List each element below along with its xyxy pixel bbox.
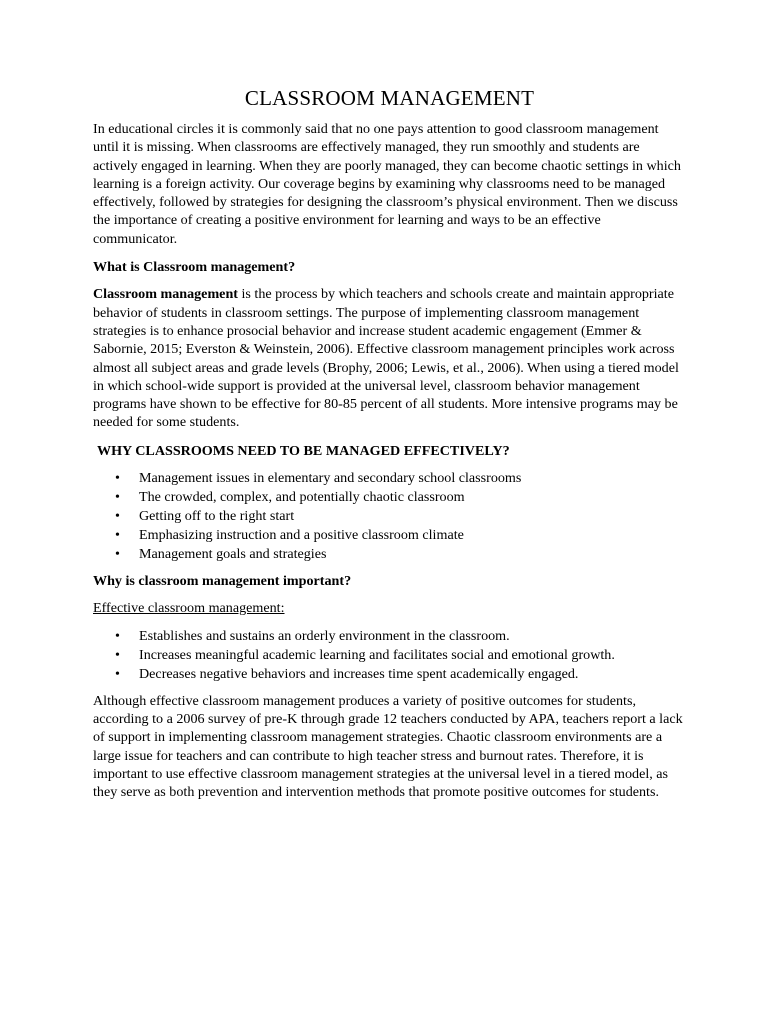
list-item: • Emphasizing instruction and a positive classroom climate bbox=[115, 527, 464, 544]
effective-management-subheading: Effective classroom management: bbox=[93, 600, 285, 617]
bullet-icon: • bbox=[115, 665, 120, 682]
definition-body: is the process by which teachers and schools create and maintain appropriate behavior of students in classroom settings. The purpose of implementing classroom management strategies is to enhance prosocial behavior and increase student academic engagement (Emmer & Sabornie, 2015; Everston & Weinstein, 2006). Effective classroom management principles work across almost all subject areas and grade levels (Brophy, 2006; Lewis, et al., 2006). When using a tiered model in which school-wide support is provided at the universal level, classroom behavior management programs have shown to be effective for 80-85 percent of all students. More intensive programs may be needed for some students. bbox=[93, 286, 679, 431]
definition-term: Classroom management bbox=[93, 286, 238, 303]
bullet-icon: • bbox=[115, 627, 120, 644]
section-heading-why-important: Why is classroom management important? bbox=[93, 573, 352, 590]
list-item: • Management goals and strategies bbox=[115, 546, 327, 563]
bullet-icon: • bbox=[115, 508, 120, 525]
bullet-icon: • bbox=[115, 527, 120, 544]
effective-management-list bbox=[93, 627, 686, 684]
list-item: • Management issues in elementary and secondary school classrooms bbox=[115, 470, 522, 487]
list-item: • The crowded, complex, and potentially chaotic classroom bbox=[115, 489, 465, 506]
bullet-icon: • bbox=[115, 489, 120, 506]
list-item: • Getting off to the right start bbox=[115, 508, 295, 525]
document-title: CLASSROOM MANAGEMENT bbox=[244, 86, 535, 110]
bullet-icon: • bbox=[115, 546, 120, 563]
bullet-icon: • bbox=[115, 646, 120, 663]
list-item: • Decreases negative behaviors and increases time spent academically engaged. bbox=[115, 665, 579, 682]
intro-paragraph: In educational circles it is commonly said that no one pays attention to good classroom management until it is missing. When classrooms are effectively managed, they run smoothly and students are actively engaged in learning. When they are poorly managed, they can become chaotic settings in which learning is a foreign activity. Our coverage begins by examining why classrooms need to be managed effectively, followed by strategies for designing the classroom’s physical environment. Then we discuss the importance of creating a positive environment for learning and ways to be an effective communicator. bbox=[93, 121, 681, 247]
section-heading-why-managed: WHY CLASSROOMS NEED TO BE MANAGED EFFECTIVELY? bbox=[97, 442, 510, 459]
list-item: • Establishes and sustains an orderly environment in the classroom. bbox=[115, 627, 510, 644]
section-heading-what-is: What is Classroom management? bbox=[93, 259, 296, 276]
bullet-icon: • bbox=[115, 470, 120, 487]
closing-paragraph: Although effective classroom management produces a variety of positive outcomes for students, according to a 2006 survey of pre-K through grade 12 teachers conducted by APA, teachers report a lack of support in implementing classroom management strategies. Chaotic classroom environments are a large issue for teachers and can contribute to high teacher stress and burnout rates. Therefore, it is important to use effective classroom management strategies at the universal level in a tiered model, as they serve as both prevention and intervention methods that promote positive outcomes for students. bbox=[93, 692, 683, 801]
list-item: • Increases meaningful academic learning and facilitates social and emotional growth. bbox=[115, 646, 615, 663]
why-managed-list bbox=[93, 469, 686, 564]
definition-paragraph bbox=[93, 285, 686, 431]
